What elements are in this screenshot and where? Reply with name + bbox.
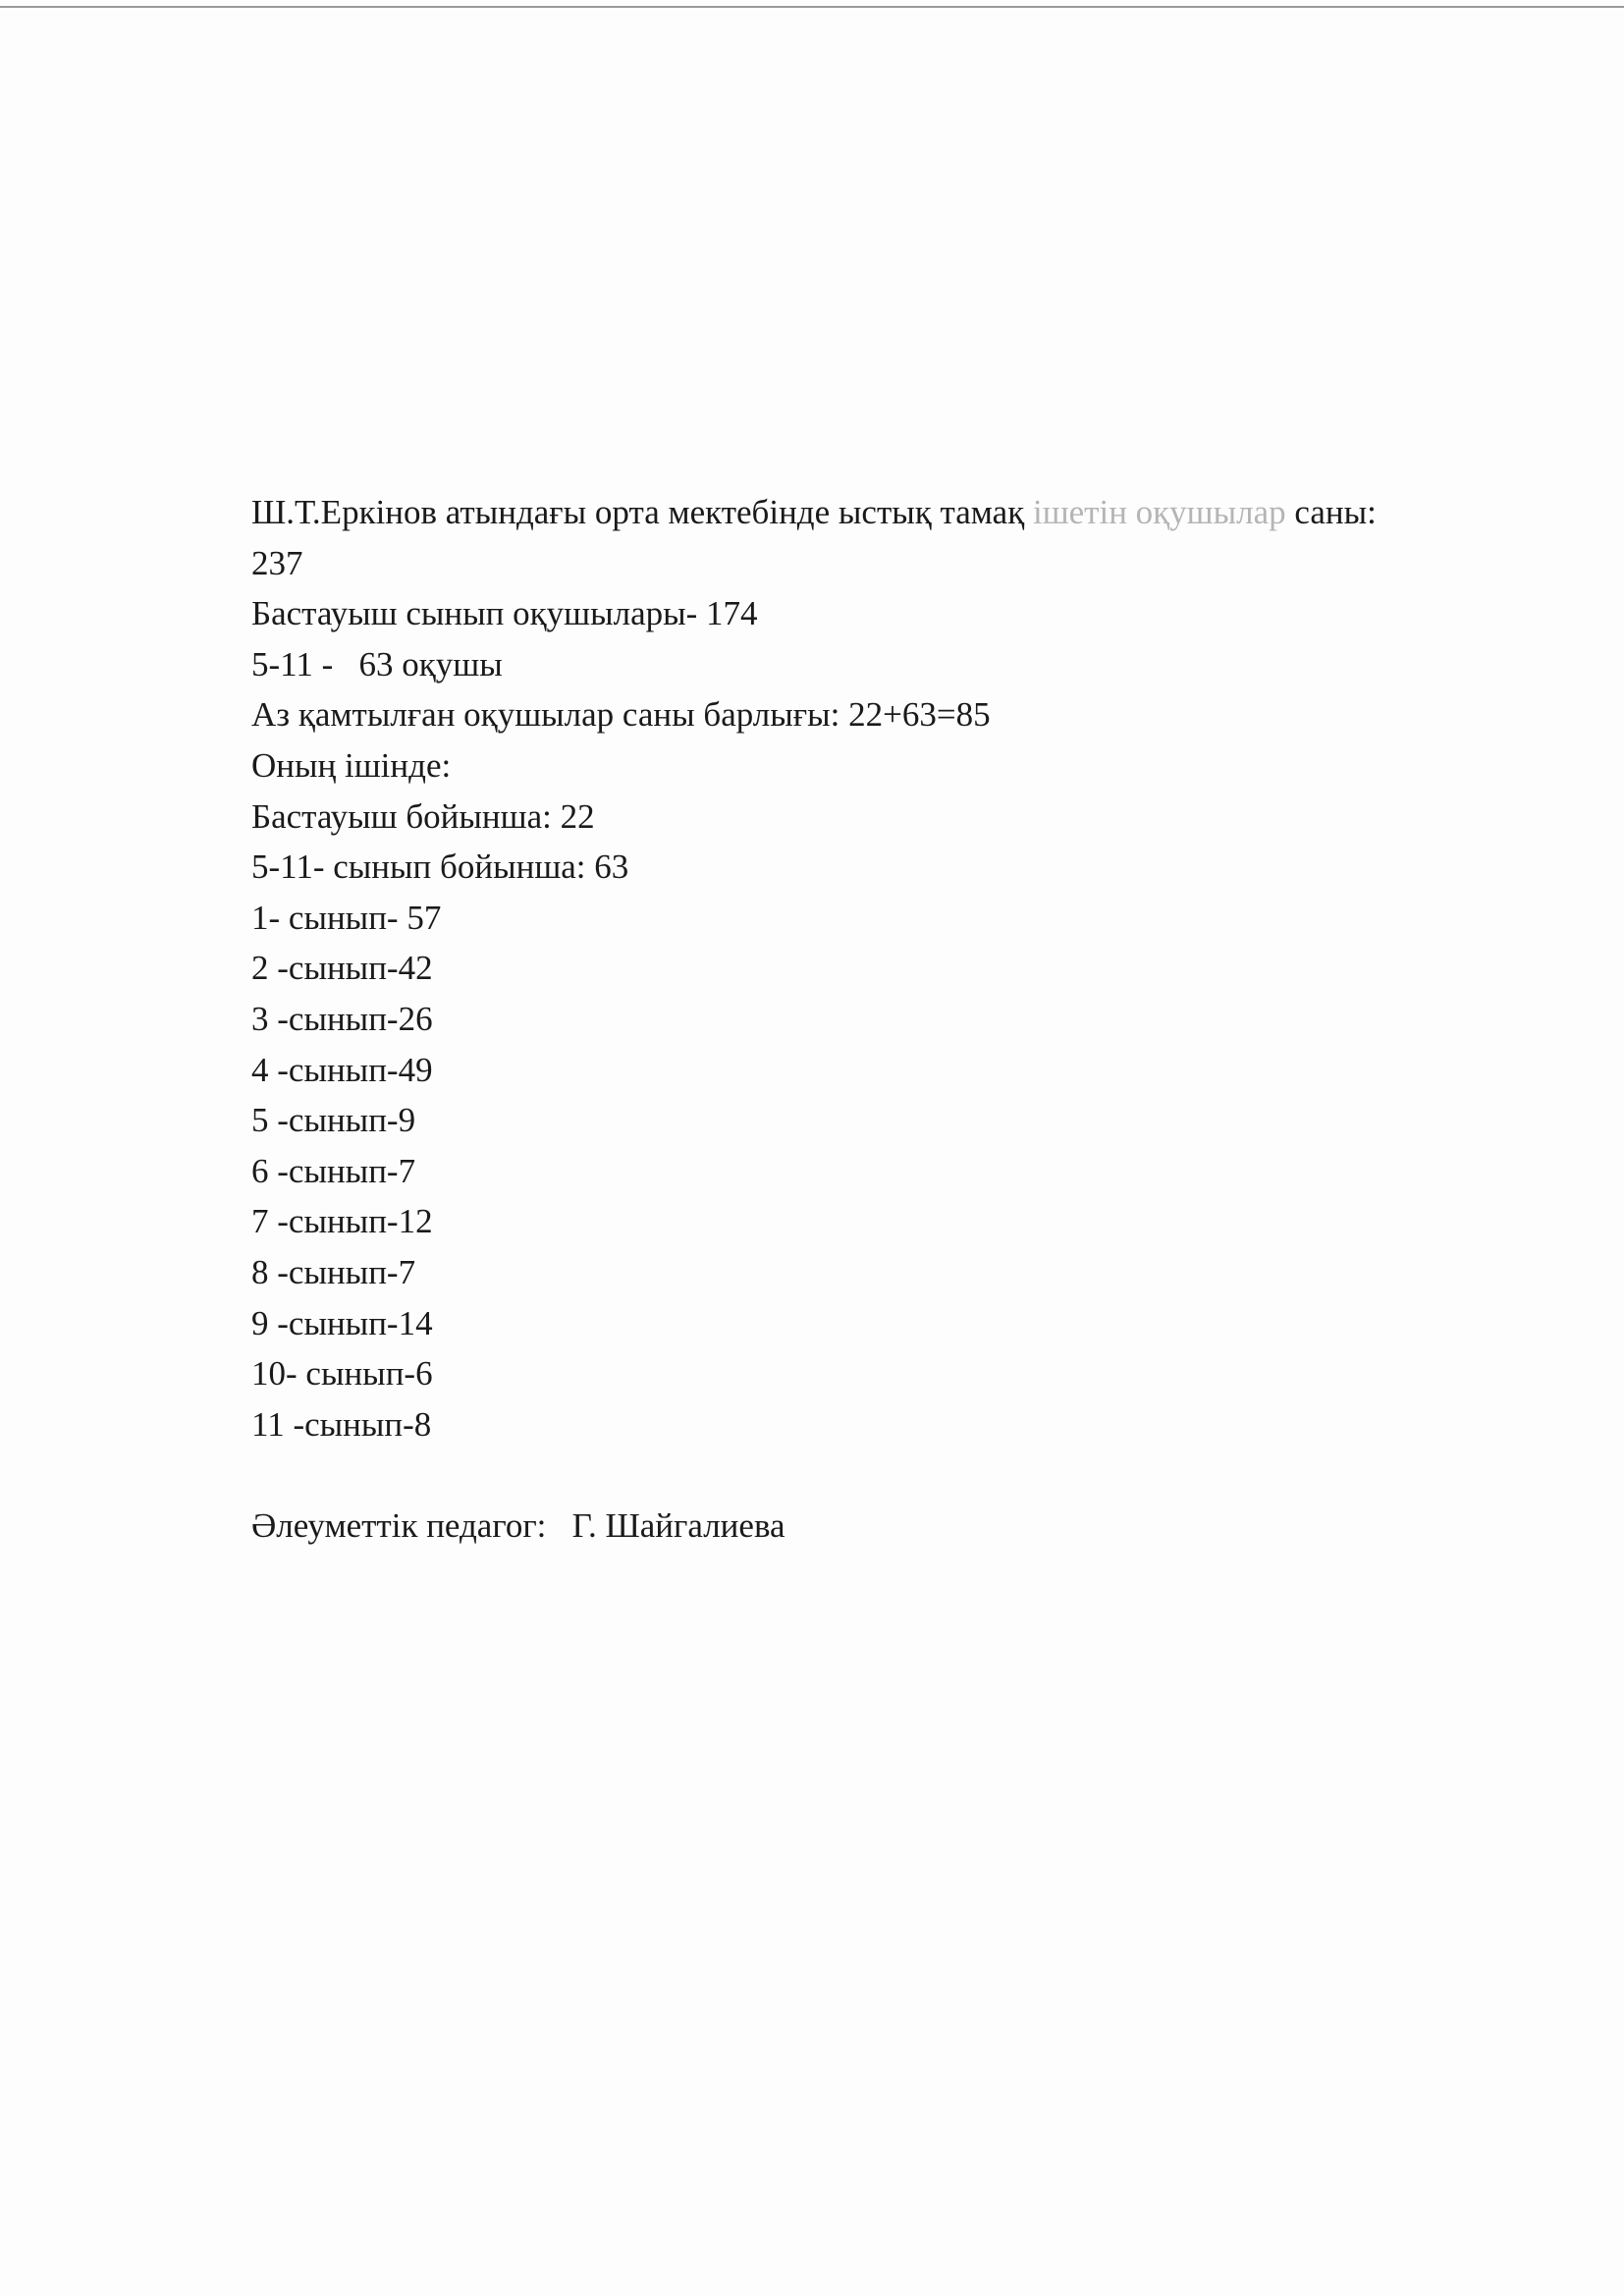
scan-border-line	[0, 6, 1624, 8]
low-income-total: Аз қамтылған оқушылар саны барлығы: 22+63=85	[251, 695, 991, 735]
document-body	[251, 487, 1377, 1551]
total-count: 237	[251, 543, 303, 582]
grade-1: 1- сынып- 57	[251, 898, 442, 937]
grade-3: 3 -сынып-26	[251, 999, 433, 1038]
signature: Әлеуметтік педагог: Г. Шайгалиева	[251, 1505, 785, 1545]
grade-10: 10- сынып-6	[251, 1354, 433, 1394]
heading-faded-text: ішетін оқушылар	[1032, 493, 1286, 531]
grade-9: 9 -сынып-14	[251, 1303, 433, 1342]
heading	[251, 487, 1377, 538]
heading-text: Ш.Т.Еркінов атындағы орта мектебінде ыстық тамақ	[251, 493, 1033, 531]
grade-8: 8 -сынып-7	[251, 1252, 416, 1291]
including-label: Оның ішінде:	[251, 745, 452, 785]
primary-count: Бастауыш сынып оқушылары- 174	[251, 594, 758, 633]
grade-7: 7 -сынып-12	[251, 1202, 433, 1241]
grade-6: 6 -сынып-7	[251, 1151, 416, 1190]
grade-4: 4 -сынып-49	[251, 1050, 433, 1089]
upper-count: 5-11 - 63 оқушы	[251, 644, 503, 683]
grade-5: 5 -сынып-9	[251, 1101, 416, 1140]
heading-suffix: саны:	[1285, 493, 1377, 531]
grade-11: 11 -сынып-8	[251, 1404, 432, 1444]
primary-low-income: Бастауыш бойынша: 22	[251, 796, 595, 836]
upper-low-income: 5-11- сынып бойынша: 63	[251, 847, 629, 887]
spacer	[251, 1449, 1377, 1501]
grade-2: 2 -сынып-42	[251, 949, 433, 988]
